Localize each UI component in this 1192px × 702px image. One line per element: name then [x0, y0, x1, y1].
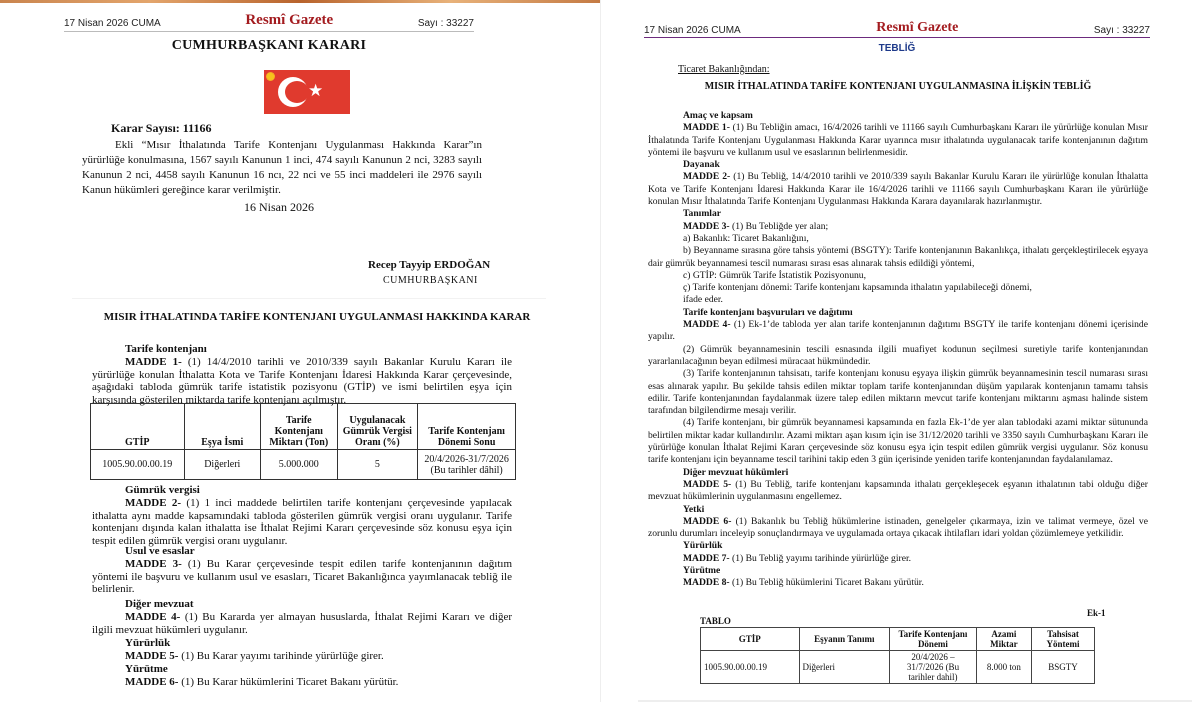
article-7: MADDE 7- (1) Bu Tebliğ yayımı tarihinde yürürlüğe girer. — [683, 552, 912, 564]
table-header: GTİP — [91, 404, 185, 450]
section-heading: Tanımlar — [683, 208, 722, 220]
table-cell: Diğerleri — [184, 450, 261, 480]
definition-item: c) GTİP: Gümrük Tarife İstatistik Pozisyonunu, — [683, 269, 867, 281]
page-heading: CUMHURBAŞKANI KARARI — [171, 38, 367, 53]
gazette-header — [64, 14, 474, 32]
article-text: (1) Bu Karar yayımı tarihinde yürürlüğe girer. — [178, 650, 384, 662]
article-label: MADDE 5- — [125, 650, 179, 662]
article-8: MADDE 8- (1) Bu Tebliğ hükümlerini Ticaret Bakanı yürütür. — [683, 577, 924, 589]
article-label: MADDE 3- — [125, 558, 182, 570]
annex-table — [700, 627, 1095, 684]
decision-number: Karar Sayısı: 11166 — [111, 121, 212, 135]
article-text: (1) Bu Karar hükümlerini Ticaret Bakanı yürütür. — [178, 676, 399, 688]
definition-item: ç) Tarife kontenjanı dönemi: Tarife kontenjanı kapsamında ithalatın yapılabileceği dönemi, — [683, 282, 1032, 294]
communique-title: MISIR İTHALATINDA TARİFE KONTENJANI UYGULANMASINA İLİŞKİN TEBLİĞ — [704, 81, 1092, 92]
article-5: MADDE 5- (1) Bu Tebliğ, tarife kontenjanı kapsamında ithalatı gerçekleşecek eşyanın ithalatının tabi olduğu diğer mevzuat hükümlerinin uygulanmasını engellemez. — [648, 478, 1148, 503]
article-4-para-4: (4) Tarife kontenjanı, bir gümrük beyannamesi kapsamında en fazla Ek-1’de yer alan tablodaki azami miktar sütununda belirtilen miktar kadar kullandırılır. Azami miktarı aşan kısım için ise 31/12/2020 tarihli ve 3350 sayılı Cumhurbaşkanı Kararı ile yürürlüğe konulan İthalat Rejimi Kararı çerçevesinde söz konusu eşya için tespit edilen gümrük vergisi uygulanır. Söz konusu tarife kontenjanı için beyanname tescil tarihini takip eden 3 gün içerisinde yeniden tarife kontenjanından faydalanılamaz. — [648, 417, 1148, 466]
article-1: MADDE 1- (1) Bu Tebliğin amacı, 16/4/2026 tarihli ve 11166 sayılı Cumhurbaşkanı Kararı ile yürürlüğe konulan Mısır İthalatında Tarife Kontenjanı Uygulanması Hakkında Karar uyarınca mısır ithalatında uygulanacak tarife kontenjanının dağıtım yöntemi ile başvuru ve kullanım usul ve esaslarının belirlenmesidir. — [648, 122, 1148, 158]
table-cell: 20/4/2026-31/7/2026 (Bu tarihler dâhil) — [418, 450, 516, 480]
section-heading: Usul ve esaslar — [125, 545, 195, 557]
article-4 — [92, 598, 512, 636]
section-label: TEBLİĞ — [878, 43, 916, 54]
table-cell: 5 — [337, 450, 418, 480]
decision-date: 16 Nisan 2026 — [244, 200, 314, 214]
turkish-flag-icon — [264, 70, 350, 114]
decision-annex — [72, 298, 546, 698]
table-header: GTİP — [701, 628, 800, 651]
article-label: MADDE 2- — [125, 497, 182, 509]
tariff-quota-table — [90, 403, 516, 480]
article-2: MADDE 2- (1) Bu Tebliğ, 14/4/2010 tarihli ve 2010/339 sayılı Bakanlar Kurulu Kararı ile yürürlüğe konulan İthalatta Kota ve Tarife Kontenjanı İdaresi Hakkında Karar ile 16/4/2026 tarihli ve 11166 sayılı Cumhurbaşkanı Kararı ile yürürlüğe konulan Mısır İthalatında Tarife Kontenjanı Uygulanması Hakkında Karara dayanılarak hazırlanmıştır. — [648, 171, 1149, 208]
article-3: MADDE 3- (1) Bu Tebliğde yer alan; — [683, 220, 829, 232]
section-heading: Tarife kontenjanı — [125, 343, 207, 355]
gazette-title: Resmî Gazete — [245, 12, 334, 28]
gazette-title: Resmî Gazete — [876, 20, 959, 35]
gazette-issue-number: Sayı : 33227 — [1093, 25, 1150, 36]
star-icon: ★ — [308, 81, 324, 101]
article-text: (1) Bu Karar çerçevesinde tespit edilen tarife kontenjanının dağıtım yöntemi ile başvuru ve kullanım usul ve esasları, Ticaret Bakanlığınca yayımlanacak tebliğ ile belirlenir. — [92, 558, 512, 595]
gazette-issue-number: Sayı : 33227 — [417, 18, 474, 29]
section-heading: Yürürlük — [683, 540, 723, 552]
issuer: Ticaret Bakanlığından: — [678, 64, 770, 75]
article-label: MADDE 4- — [125, 611, 181, 623]
article-6 — [92, 663, 512, 689]
article-5 — [92, 637, 512, 663]
definition-item: b) Beyanname sırasına göre tahsis yöntemi (BSGTY): Tarife kontenjanının Bakanlıkça, ithalatı gerçekleştirilecek eşyaya dair gümrük beyannamesi tescil numarası sırası esas alınarak tahsis edildiği yöntemi, — [648, 245, 1148, 269]
table-cell: 1005.90.00.00.19 — [91, 450, 185, 480]
table-cell: 1005.90.00.00.19 — [701, 651, 800, 684]
article-4: MADDE 4- (1) Ek-1’de tabloda yer alan tarife kontenjanının dağıtımı BSGTY ile tarife kontenjanı dönemi içerisinde yapılır. — [648, 319, 1148, 343]
annex-title: MISIR İTHALATINDA TARİFE KONTENJANI UYGULANMASI HAKKINDA KARAR — [103, 311, 531, 323]
table-header: Uygulanacak Gümrük Vergisi Oranı (%) — [337, 404, 418, 450]
table-cell: 8.000 ton — [976, 651, 1031, 684]
gazette-date: 17 Nisan 2026 CUMA — [64, 18, 161, 29]
page-divider — [600, 0, 638, 702]
table-row — [91, 450, 516, 480]
article-3 — [92, 545, 512, 596]
table-row — [701, 651, 1095, 684]
article-text: (1) 14/4/2010 tarihli ve 2010/339 sayılı Bakanlar Kurulu Kararı ile yürürlüğe konulan İthalatta Kota ve Tarife Kontenjanı İdaresi Hakkında Karar çerçevesinde, aşağıdaki tabloda gümrük tarife istatistik pozisyonu (GTİP) ve ismi belirtilen eşya için karşısında gösterilen miktarda tarife kontenjanı açılmıştır. — [92, 356, 512, 406]
annex-label: Ek-1 — [1087, 608, 1106, 618]
section-heading: Amaç ve kapsam — [683, 110, 753, 121]
signatory-name: Recep Tayyip ERDOĞAN — [368, 259, 491, 271]
table-cell: 5.000.000 — [261, 450, 338, 480]
definition-end: ifade eder. — [683, 294, 723, 306]
article-4-para-3: (3) Tarife kontenjanının tahsisatı, tarife kontenjanı konusu eşyaya ilişkin gümrük beyannamesinin tescil numarası sırası esas alınarak yapılır. Bu şekilde tahsis edilen miktar toplam tarife kontenjanından düşüm yapılarak kontenjanın tamamı tahsis edilir. Tarife kontenjanından faydalanmak üzere talep edilen miktarın mevcut tarife kontenjanı miktarını aşması halinde sistem tarafından bilgilendirme mesajı verilir. — [648, 368, 1148, 417]
section-heading: Yürürlük — [125, 637, 171, 649]
section-heading: Yürütme — [683, 564, 721, 576]
gazette-header — [644, 22, 1150, 38]
section-heading: Yetki — [683, 503, 705, 515]
table-label: TABLO — [700, 616, 731, 626]
right-page-communique — [638, 0, 1192, 702]
article-1 — [92, 343, 512, 406]
article-4-para-2: (2) Gümrük beyannamesinin tescili esnasında ilgili muafiyet kodunun seçilmesi suretiyle tarife kontenjanından yararlanılacağının beyan edilmesi müracaat hükmündedir. — [648, 343, 1148, 367]
definition-item: a) Bakanlık: Ticaret Bakanlığını, — [683, 232, 809, 244]
section-heading: Dayanak — [683, 159, 720, 171]
section-heading: Gümrük vergisi — [125, 484, 200, 496]
article-2 — [92, 484, 512, 547]
gazette-date: 17 Nisan 2026 CUMA — [644, 25, 741, 36]
table-cell: Diğerleri — [799, 651, 890, 684]
article-label: MADDE 6- — [125, 676, 179, 688]
table-cell: 20/4/2026 – 31/7/2026 (Bu tarihler dahil) — [890, 651, 977, 684]
table-header: Azami Miktar — [976, 628, 1031, 651]
section-heading: Tarife kontenjanı başvuruları ve dağıtımı — [683, 306, 853, 318]
section-heading: Diğer mevzuat hükümleri — [683, 466, 789, 478]
communique-body — [648, 110, 1148, 590]
table-header: Tarife Kontenjanı Dönemi — [890, 628, 977, 651]
table-header: Tarife Kontenjanı Dönemi Sonu — [418, 404, 516, 450]
section-heading: Yürütme — [125, 663, 168, 675]
table-cell: BSGTY — [1031, 651, 1094, 684]
table-header: Eşya İsmi — [184, 404, 261, 450]
article-label: MADDE 1- — [125, 356, 182, 368]
signatory-title: CUMHURBAŞKANI — [383, 275, 478, 285]
article-6: MADDE 6- (1) Bakanlık bu Tebliğ hükümlerine istinaden, genelgeler çıkarmaya, izin ve talimat vermeye, özel ve zorunlu durumları inceleyip sonuçlandırmaya ve uygulamada ortaya çıkacak ihtilafları idari yoldan çözümlemeye yetkilidir. — [648, 515, 1148, 540]
table-header: Eşyanın Tanımı — [799, 628, 890, 651]
article-text: (1) Bu Kararda yer almayan hususlarda, İthalat Rejimi Kararı ve diğer ilgili mevzuat hükümleri uygulanır. — [92, 611, 512, 636]
table-header: Tahsisat Yöntemi — [1031, 628, 1094, 651]
table-header: Tarife Kontenjanı Miktarı (Ton) — [261, 404, 338, 450]
section-heading: Diğer mevzuat — [125, 598, 194, 610]
article-text: (1) 1 inci maddede belirtilen tarife kontenjanı çerçevesinde yapılacak ithalatta aynı madde kapsamındaki tabloda gösterilen gümrük vergisi oranı uygulanır. Tarife kontenjanı dışında kalan ithalatta ise İthalat Rejimi Kararı çerçevesinde söz konusu eşya için tespit edilen gümrük vergisi oranı uygulanır. — [92, 497, 512, 547]
intro-paragraph: Ekli “Mısır İthalatında Tarife Kontenjanı Uygulanması Hakkında Karar”ın yürürlüğe konulmasına, 1567 sayılı Kanunun 1 inci, 474 sayılı Kanunun 2 nci, 3283 sayılı Kanunun 2 nci, 4458 sayılı Kanunun 16 ncı, 22 nci ve 55 inci maddeleri ile 2976 sayılı Kanun hükümleri gereğince karar verilmiştir. — [82, 139, 482, 196]
presidential-seal-icon — [266, 72, 275, 81]
